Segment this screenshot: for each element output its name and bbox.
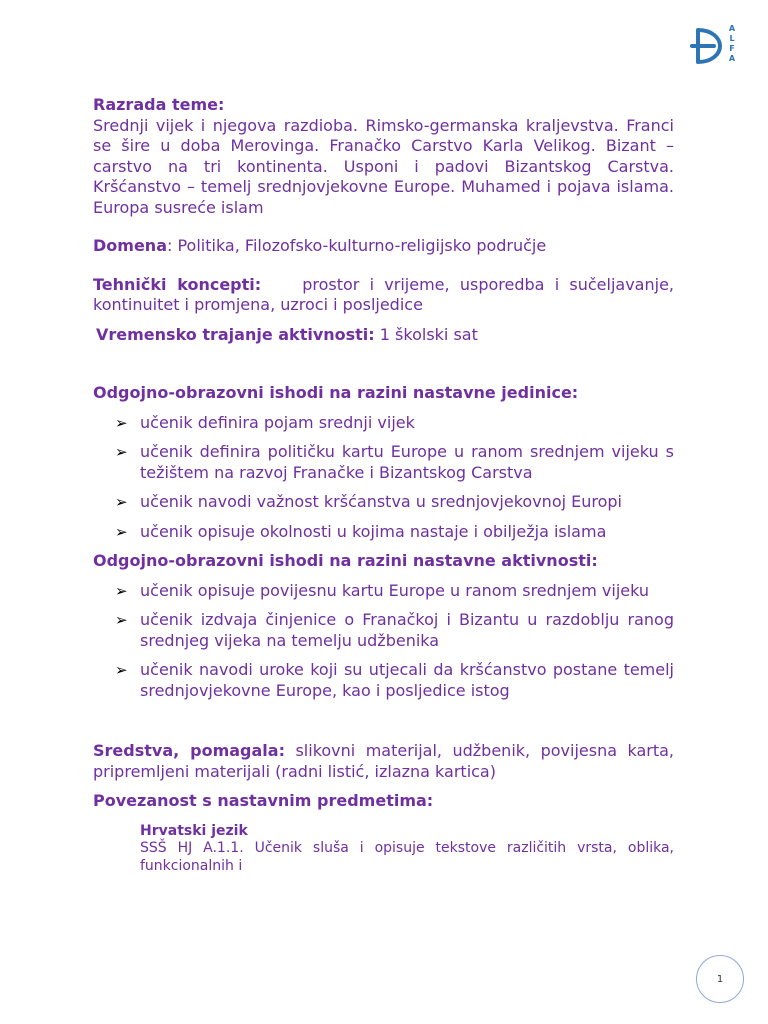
arrow-bullet-icon: ➢ <box>115 443 128 461</box>
ishodi-jedinice-heading: Odgojno-obrazovni ishodi na razini nastavne jedinice: <box>93 383 579 402</box>
domena-line <box>93 236 674 257</box>
ishodi-aktivnosti-heading: Odgojno-obrazovni ishodi na razini nastavne aktivnosti: <box>93 551 598 570</box>
sredstva-text: slikovni materijal, udžbenik, povijesna karta, pripremljeni materijali (radni listić, izlazna kartica) <box>93 741 675 781</box>
vremensko-label: Vremensko trajanje aktivnosti: <box>96 324 375 344</box>
list-item: ➢ učenik definira pojam srednji vijek <box>115 412 415 432</box>
list-item: ➢ učenik navodi uroke koji su utjecali da kršćanstvo postane temelj srednjovjekovne Europe, kao i posljedice istog <box>115 660 674 700</box>
domena-label: Domena <box>93 236 167 255</box>
razrada-heading: Razrada teme: <box>93 95 225 114</box>
arrow-bullet-icon: ➢ <box>115 581 128 600</box>
razrada-text: Srednji vijek i njegova razdioba. Rimsko-germanska kraljevstva. Franci se šire u doba Merovinga. Franačko Carstvo Karla Velikog. Bizant – carstvo na tri kontinenta. Usponi i padovi Bizantskog Carstva. Kršćanstvo – temelj srednjovjekovne Europe. Muhamed i pojava islama. Europa susreće islam <box>93 115 674 217</box>
tehnicki-block <box>93 275 674 316</box>
sredstva-label: Sredstva, pomagala: <box>93 741 285 760</box>
sredstva-block <box>93 741 674 782</box>
page-number: 1 <box>696 955 744 1003</box>
povezanost-heading: Povezanost s nastavnim predmetima: <box>93 791 434 810</box>
arrow-bullet-icon: ➢ <box>115 522 128 541</box>
arrow-bullet-icon: ➢ <box>115 413 128 432</box>
vremensko-text: 1 školski sat <box>379 324 478 344</box>
domena-text: : Politika, Filozofsko-kulturno-religijsko područje <box>166 236 547 255</box>
list-item: ➢ učenik izdvaja činjenice o Franačkoj i Bizantu u razdoblju ranog srednjeg vijeka na temelju udžbenika <box>115 610 674 650</box>
tehnicki-label: Tehnički koncepti: <box>93 274 262 294</box>
arrow-bullet-icon: ➢ <box>115 661 128 679</box>
list-item: ➢ učenik navodi važnost kršćanstva u srednjovjekovnoj Europi <box>115 492 622 511</box>
ishodi-aktivnosti-list <box>93 581 674 702</box>
ishodi-jedinice-list <box>93 413 674 543</box>
document-body <box>93 95 674 875</box>
tehnicki-text: prostor i vrijeme, usporedba i sučeljavanje, kontinuitet i promjena, uzroci i posljedice <box>93 274 675 314</box>
list-item: ➢ učenik opisuje povijesnu kartu Europe u ranom srednjem vijeku <box>115 580 650 600</box>
list-item: ➢ učenik opisuje okolnosti u kojima nastaje i obilježja islama <box>115 521 607 541</box>
list-item: ➢ učenik definira političku kartu Europe u ranom srednjem vijeku s težištem na razvoj Franačke i Bizantskog Carstva <box>115 442 674 482</box>
povezanost-subject: Hrvatski jezik <box>140 822 248 839</box>
vremensko-line <box>93 325 674 346</box>
arrow-bullet-icon: ➢ <box>115 493 128 511</box>
alfa-logo-text: A L F A <box>728 24 736 63</box>
povezanost-text: SSŠ HJ A.1.1. Učenik sluša i opisuje tekstove različitih vrsta, oblika, funkcionalnih i <box>140 840 674 874</box>
arrow-bullet-icon: ➢ <box>115 611 128 629</box>
